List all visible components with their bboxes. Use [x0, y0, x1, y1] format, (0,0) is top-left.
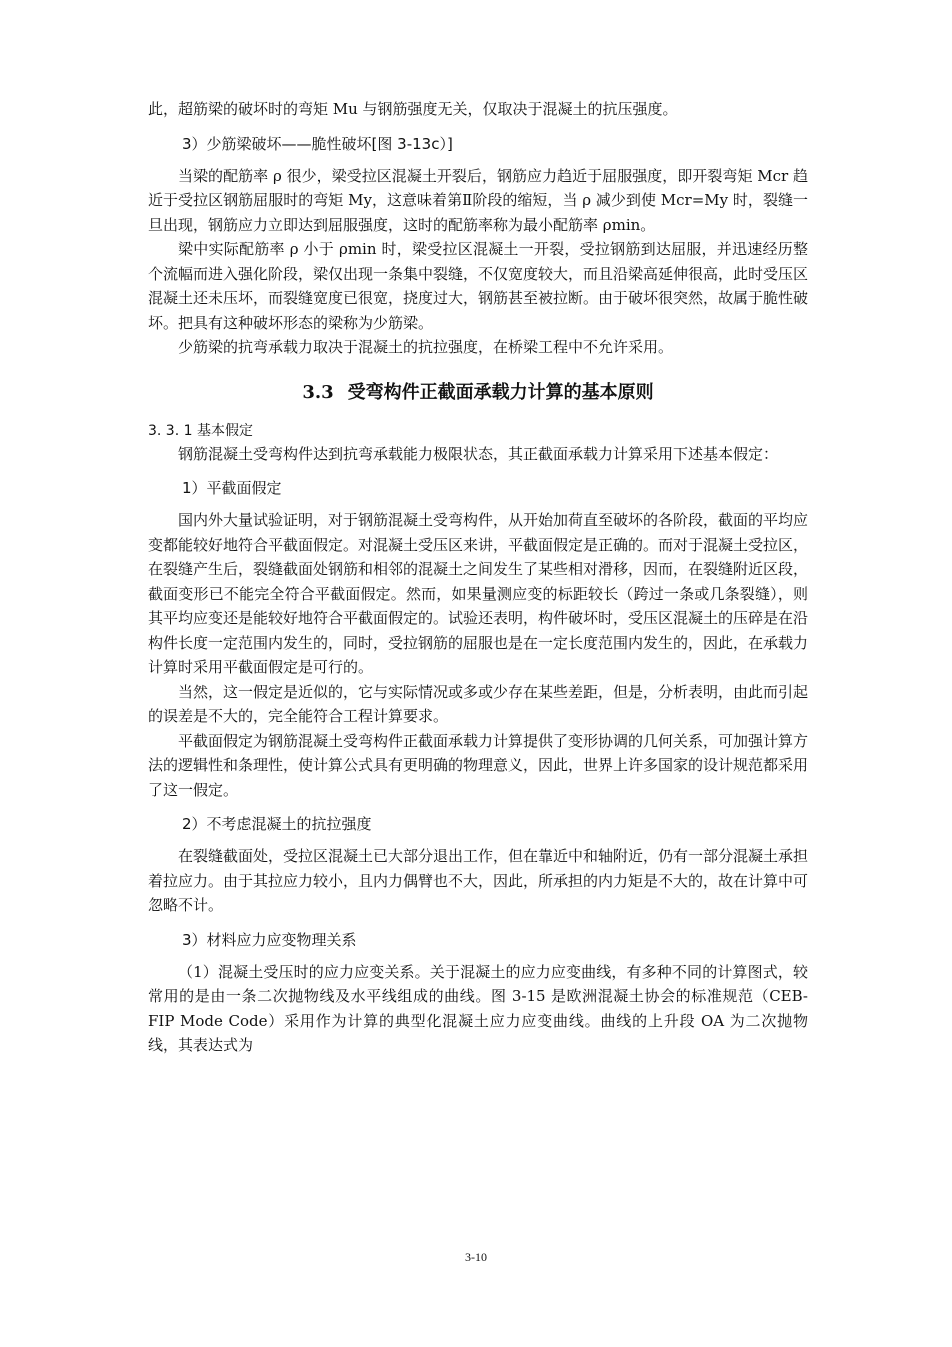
- paragraph: 梁中实际配筋率 ρ 小于 ρmin 时，梁受拉区混凝土一开裂，受拉钢筋到达屈服，并迅速经历整个流幅而进入强化阶段，梁仅出现一条集中裂缝，不仅宽度较大，而且沿梁高延伸很高，此时受压区混凝土还未压坏，而裂缝宽度已很宽，挠度过大，钢筋甚至被拉断。由于破坏很突然，故属于脆性破坏。把具有这种破坏形态的梁称为少筋梁。: [148, 240, 809, 332]
- heading-plane-section: 1）平截面假定: [182, 479, 282, 497]
- paragraph: 少筋梁的抗弯承载力取决于混凝土的抗拉强度，在桥梁工程中不允许采用。: [178, 338, 674, 356]
- paragraph: 在裂缝截面处，受拉区混凝土已大部分退出工作，但在靠近中和轴附近，仍有一部分混凝土承担着拉应力。由于其拉应力较小，且内力偶臂也不大，因此，所承担的内力矩是不大的，故在计算中可忽略不计。: [148, 847, 809, 914]
- paragraph: 当然，这一假定是近似的，它与实际情况或多或少存在某些差距，但是，分析表明，由此而引起的误差是不大的，完全能符合工程计算要求。: [148, 682, 809, 725]
- section-title: [148, 380, 808, 406]
- section-title-text: 受弯构件正截面承载力计算的基本原则: [347, 381, 654, 403]
- heading-brittle-failure: 3）少筋梁破坏——脆性破坏[图 3-13c）]: [182, 134, 453, 153]
- heading-material-relation: 3）材料应力应变物理关系: [182, 930, 357, 949]
- paragraph: 此，超筋梁的破坏时的弯矩 Mu 与钢筋强度无关，仅取决于混凝土的抗压强度。: [148, 100, 678, 118]
- paragraph: 钢筋混凝土受弯构件达到抗弯承载能力极限状态，其正截面承载力计算采用下述基本假定：: [178, 444, 779, 463]
- paragraph: 国内外大量试验证明，对于钢筋混凝土受弯构件，从开始加荷直至破坏的各阶段，截面的平均应变都能较好地符合平截面假定。对混凝土受压区来讲，平截面假定是正确的。而对于混凝土受拉区，在裂缝产生后，裂缝截面处钢筋和相邻的混凝土之间发生了某些相对滑移，因而，在裂缝附近区段，截面变形已不能完全符合平截面假定。然而，如果量测应变的标距较长（跨过一条或几条裂缝），则其平均应变还是能较好地符合平截面假定的。试验还表明，构件破坏时，受压区混凝土的压碎是在沿构件长度一定范围内发生的，同时，受拉钢筋的屈服也是在一定长度范围内发生的，因此，在承载力计算时采用平截面假定是可行的。: [148, 511, 809, 676]
- subsection-title: 3. 3. 1 基本假定: [148, 422, 253, 439]
- heading-tensile-strength: 2）不考虑混凝土的抗拉强度: [182, 815, 372, 833]
- page-body: [148, 97, 808, 1058]
- section-number: 3.3: [302, 381, 334, 403]
- paragraph: 平截面假定为钢筋混凝土受弯构件正截面承载力计算提供了变形协调的几何关系，可加强计算方法的逻辑性和条理性，使计算公式具有更明确的物理意义，因此，世界上许多国家的设计规范都采用了这一假定。: [148, 731, 809, 799]
- paragraph: （1）混凝土受压时的应力应变关系。关于混凝土的应力应变曲线，有多种不同的计算图式，较常用的是由一条二次抛物线及水平线组成的曲线。图 3-15 是欧洲混凝土协会的标准规范（CEB-FIP Mode Code）采用作为计算的典型化混凝土应力应变曲线。曲线的上升段 OA 为二次抛物线，其表达式为: [148, 962, 808, 1054]
- page-number: 3-10: [465, 1250, 487, 1264]
- paragraph: 当梁的配筋率 ρ 很少，梁受拉区混凝土开裂后，钢筋应力趋近于屈服强度，即开裂弯矩 Mcr 趋近于受拉区钢筋屈服时的弯矩 My，这意味着第Ⅱ阶段的缩短，当 ρ 减少到使 Mcr=My 时，裂缝一旦出现，钢筋应力立即达到屈服强度，这时的配筋率称为最小配筋率 ρmin。: [148, 166, 808, 234]
